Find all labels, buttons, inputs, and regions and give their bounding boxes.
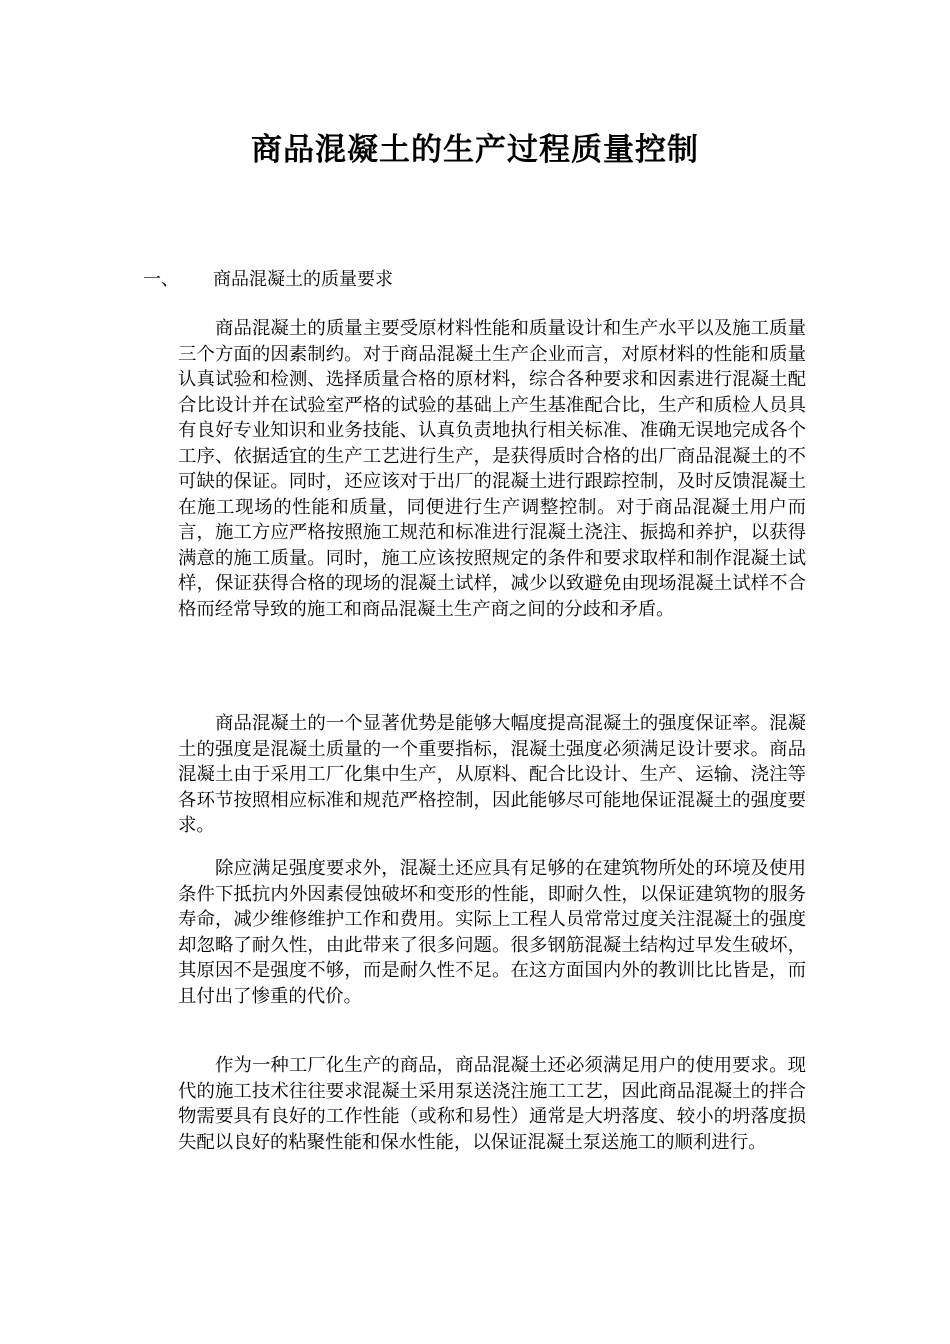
paragraph: 商品混凝土的一个显著优势是能够大幅度提高混凝土的强度保证率。混凝土的强度是混凝土质量的一个重要指标，混凝土强度必须满足设计要求。商品混凝土由于采用工厂化集中生产，从原料、配合比设计、生产、运输、浇注等各环节按照相应标准和规范严格控制，因此能够尽可能地保证混凝土的强度要求。 — [178, 713, 806, 836]
paragraph: 除应满足强度要求外，混凝土还应具有足够的在建筑物所处的环境及使用条件下抵抗内外因素侵蚀破坏和变形的性能，即耐久性，以保证建筑物的服务寿命，减少维修维护工作和费用。实际上工程人员常常过度关注混凝土的强度却忽略了耐久性，由此带来了很多问题。很多钢筋混凝土结构过早发生破坏，其原因不是强度不够，而是耐久性不足。在这方面国内外的教训比比皆是，而且付出了惨重的代价。 — [178, 858, 806, 1007]
section-heading-text: 商品混凝土的质量要求 — [213, 269, 393, 290]
document-title: 商品混凝土的生产过程质量控制 — [251, 132, 699, 168]
paragraph: 商品混凝土的质量主要受原材料性能和质量设计和生产水平以及施工质量三个方面的因素制约。对于商品混凝土生产企业而言，对原材料的性能和质量认真试验和检测、选择质量合格的原材料，综合各种要求和因素进行混凝土配合比设计并在试验室严格的试验的基础上产生基准配合比，生产和质检人员具有良好专业知识和业务技能、认真负责地执行相关标准、准确无误地完成各个工序、依据适宜的生产工艺进行生产，是获得质时合格的出厂商品混凝土的不可缺的保证。同时，还应该对于出厂的混凝土进行跟踪控制，及时反馈混凝土在施工现场的性能和质量，同便进行生产调整控制。对于商品混凝土用户而言，施工方应严格按照施工规范和标准进行混凝土浇注、振捣和养护，以获得满意的施工质量。同时，施工应该按照规定的条件和要求取样和制作混凝土试样，保证获得合格的现场的混凝土试样，减少以致避免由现场混凝土试样不合格而经常导致的施工和商品混凝土生产商之间的分歧和矛盾。 — [178, 318, 806, 620]
section-heading — [143, 266, 393, 294]
paragraph: 作为一种工厂化生产的商品，商品混凝土还必须满足用户的使用要求。现代的施工技术往往要求混凝土采用泵送浇注施工工艺，因此商品混凝土的拌合物需要具有良好的工作性能（或称和易性）通常是大坍落度、较小的坍落度损失配以良好的粘聚性能和保水性能，以保证混凝土泵送施工的顺利进行。 — [178, 1055, 806, 1153]
section-number: 一、 — [143, 269, 179, 290]
